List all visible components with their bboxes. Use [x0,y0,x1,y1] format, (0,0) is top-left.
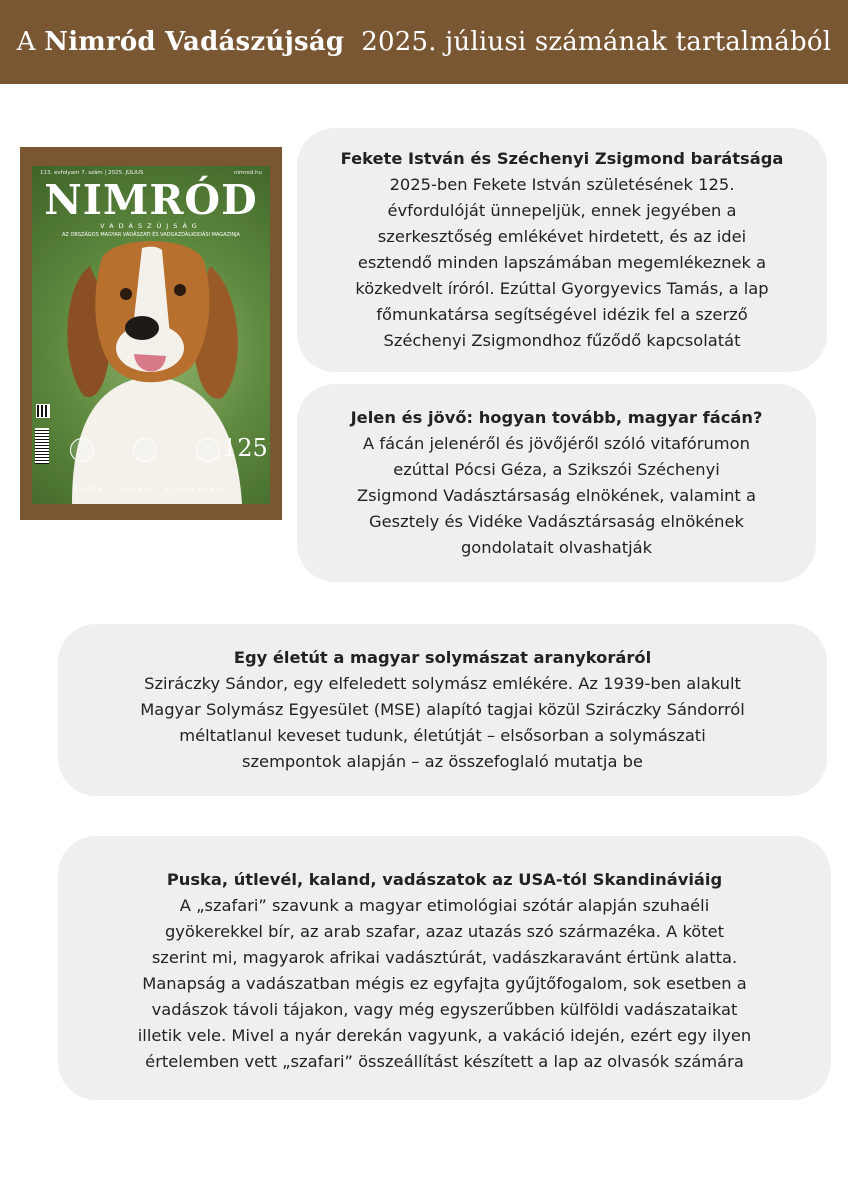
cover-strapline: AZ ORSZÁGOS MAGYAR VADÁSZATI ÉS VADGAZDÁLKODÁSI MAGAZINJA [62,232,240,238]
article-body: 2025-ben Fekete István születésének 125. évfordulóját ünnepeljük, ennek jegyében a szerkesztőség emlékévet hirdetett, és az idei esztendő minden lapszámában megemlékeznek a közkedvelt íróról. Ezúttal Gyorgyevics Tamás, a lap főmunkatársa segítségével idézik fel a szerző Széchenyi Zsigmondhoz fűződő kapcsolatát [355,175,769,350]
article-title: Puska, útlevél, kaland, vadászatok az USA-tól Skandináviáig [166,870,723,889]
header-magazine-name: Nimród Vadászújság [44,27,345,57]
header-prefix: A [16,27,36,57]
cover-seals [70,438,220,462]
cover-subtitle: VADÁSZÚJSÁG [100,222,202,230]
article-body: A „szafari” szavunk a magyar etimológiai szótár alapján szuhaéli gyökerekkel bír, az arab szafar, azaz utazás szó származéka. A kötet szerint mi, magyarok afrikai vadásztúrát, vadászkaravánt értünk alatta. Manapság a vadászatban mégis ez egyfajta gyűjtőfogalom, sok esetben a vadászok távoli tájakon, vagy még egyszerűbben külföldi vadászataikat illetik vele. Mivel a nyár derekán vagyunk, a vakáció idején, ezért egy ilyen értelemben vett „szafari” összeállítást készített a lap az olvasók számára [137,896,752,1071]
article-body: A fácán jelenéről és jövőjéről szóló vitafórumon ezúttal Pócsi Géza, a Szikszói Széchenyi Zsigmond Vadásztársaság elnökének, valamint a Gesztely és Vidéke Vadásztársaság elnökének gondolatait olvashatják [357,434,756,557]
magazine-cover-frame [20,147,282,520]
article-title: Jelen és jövő: hogyan tovább, magyar fácán? [350,408,763,427]
seal-icon [133,438,157,462]
cover-tagline: ÉRTÉK | HŰSÉG | SZENVEDÉLY [74,487,228,493]
qr-code-icon [36,404,50,418]
cover-logo: NIMRÓD [44,176,258,224]
cover-anniversary: 125 [222,434,268,462]
header-suffix: 2025. júliusi számának tartalmából [361,27,832,57]
article-card [297,384,816,582]
cover-issue-info: 113. évfolyam 7. szám | 2025. JÚLIUS [40,170,144,176]
article-card [58,624,827,796]
cover-site: nimrod.hu [233,170,262,176]
article-card [297,128,827,372]
article-title: Fekete István és Széchenyi Zsigmond barátsága [340,149,784,168]
seal-icon [196,438,220,462]
article-title: Egy életút a magyar solymászat aranykoráról [233,648,652,667]
magazine-cover [32,166,270,504]
article-card [58,836,831,1100]
barcode-icon [35,428,49,464]
page-header [0,0,848,84]
seal-icon [70,438,94,462]
article-body: Sziráczky Sándor, egy elfeledett solymász emlékére. Az 1939-ben alakult Magyar Solymász Egyesület (MSE) alapító tagjai közül Sziráczky Sándorról méltatlanul keveset tudunk, életútját – elsősorban a solymászati szempontok alapján – az összefoglaló mutatja be [140,674,745,771]
